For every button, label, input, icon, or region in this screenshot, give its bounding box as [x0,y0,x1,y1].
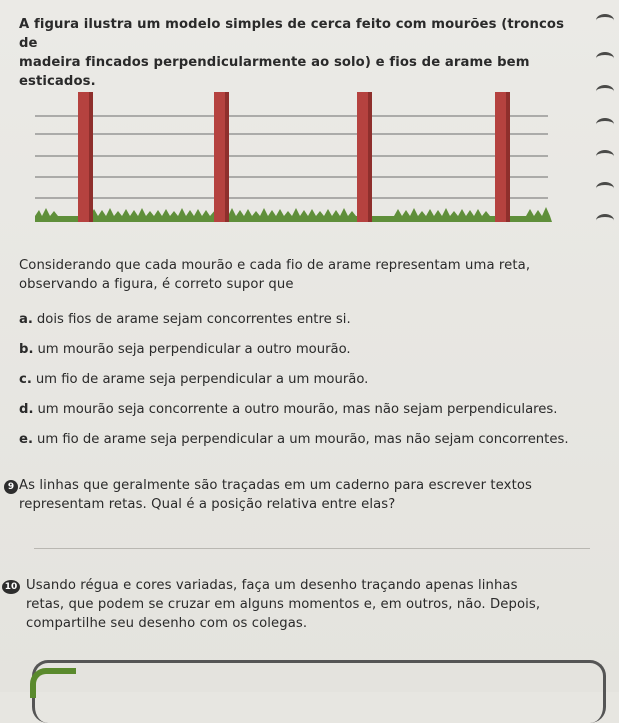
option-text: um fio de arame seja perpendicular a um mourão. [35,372,369,387]
question-10-number: 10 [2,580,20,594]
intro-line-1: A figura ilustra um modelo simples de cerca feito com mourões (troncos de [19,17,565,51]
option-text: um mourão seja perpendicular a outro mourão. [37,342,351,357]
fence-illustration [30,92,552,222]
option-text: um fio de arame seja perpendicular a um mourão, mas não sejam concorrentes. [36,432,569,447]
question-10-line-1: Usando régua e cores variadas, faça um desenho traçando apenas linhas [26,578,518,593]
question-line-1: Considerando que cada mourão e cada fio de arame representam uma reta, [19,258,531,273]
option-e[interactable] [19,431,569,449]
answer-line[interactable] [34,548,590,549]
option-b[interactable] [19,341,351,359]
option-letter: a. [19,312,33,327]
fence-posts [78,92,510,222]
drawing-box-corner [30,668,76,698]
binding-mark [596,14,614,27]
option-d[interactable] [19,401,557,419]
question-9-line-2: representam retas. Qual é a posição relativa entre elas? [19,497,396,512]
binding-mark [596,52,614,65]
option-letter: b. [19,342,34,357]
intro-text [19,15,569,91]
fence-wires [35,116,548,198]
question-10-line-2: retas, que podem se cruzar em alguns momentos e, em outros, não. Depois, [26,597,541,612]
option-text: um mourão seja concorrente a outro mourão, mas não sejam perpendiculares. [37,402,558,417]
option-c[interactable] [19,371,368,389]
question-9-line-1: As linhas que geralmente são traçadas em um caderno para escrever textos [19,478,532,493]
grass [35,207,552,222]
option-letter: c. [19,372,32,387]
option-text: dois fios de arame sejam concorrentes entre si. [36,312,351,327]
binding-mark [596,182,614,195]
question-9-text [19,476,589,514]
question-10-text [26,576,596,633]
intro-line-2: madeira fincados perpendicularmente ao solo) e fios de arame bem esticados. [19,55,530,89]
binding-mark [596,85,614,98]
question-text [19,256,579,294]
option-letter: e. [19,432,33,447]
question-9-number: 9 [4,480,18,494]
question-10-line-3: compartilhe seu desenho com os colegas. [26,616,308,631]
binding-mark [596,118,614,131]
binding-mark [596,214,614,227]
binding-mark [596,150,614,163]
option-letter: d. [19,402,34,417]
option-a[interactable] [19,311,351,329]
question-line-2: observando a figura, é correto supor que [19,277,294,292]
